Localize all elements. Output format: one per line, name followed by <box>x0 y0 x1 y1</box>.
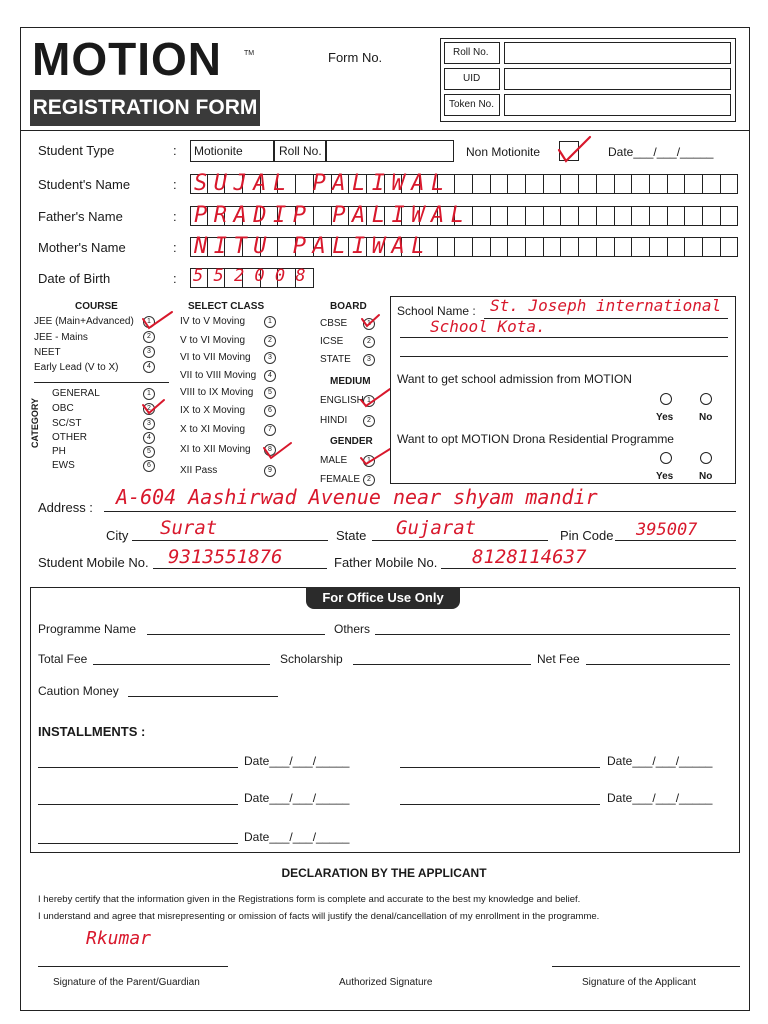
colon: : <box>173 271 177 286</box>
category-item: OBC <box>52 403 74 414</box>
city-label: City <box>106 528 129 543</box>
gender-heading: GENDER <box>330 436 373 447</box>
colon: : <box>173 143 177 158</box>
city-line <box>132 540 328 541</box>
class-item: VII to VIII Moving <box>180 370 257 381</box>
pin-code-label: Pin Code <box>560 528 614 543</box>
parent-signature-value: Rkumar <box>86 928 152 949</box>
uid-field[interactable] <box>504 68 731 90</box>
installment-date: Date___/___/_____ <box>244 830 350 844</box>
drona-yes-label: Yes <box>656 471 674 482</box>
class-option-4[interactable]: 4 <box>264 370 276 382</box>
installment-amount-line[interactable] <box>400 767 600 768</box>
student-type-date: Date___/___/_____ <box>608 145 714 159</box>
address-value: A-604 Aashirwad Avenue near shyam mandir <box>116 485 598 509</box>
net-fee-line[interactable] <box>586 664 730 665</box>
check-mark-icon <box>261 440 295 462</box>
category-option-3[interactable]: 3 <box>143 418 155 430</box>
parent-signature-label: Signature of the Parent/Guardian <box>53 977 200 988</box>
category-heading: CATEGORY <box>30 397 41 449</box>
authorized-signature-label: Authorized Signature <box>339 977 433 988</box>
others-label: Others <box>334 622 371 636</box>
category-item: SC/ST <box>52 418 82 429</box>
colon: : <box>173 209 177 224</box>
course-item: JEE - Mains <box>34 332 88 343</box>
board-option-1[interactable]: 1 <box>363 318 375 330</box>
scholarship-line[interactable] <box>353 664 531 665</box>
office-use-heading: For Office Use Only <box>306 587 460 609</box>
installment-date: Date___/___/_____ <box>607 754 713 768</box>
applicant-signature-label: Signature of the Applicant <box>582 977 696 988</box>
check-mark-icon <box>140 397 168 417</box>
total-fee-label: Total Fee <box>38 652 88 666</box>
class-item: VIII to IX Moving <box>180 387 254 398</box>
board-option-2[interactable]: 2 <box>363 336 375 348</box>
gender-item: MALE <box>320 455 348 466</box>
check-mark-icon <box>358 386 394 410</box>
class-option-6[interactable]: 6 <box>264 405 276 417</box>
pin-code-value: 395007 <box>636 520 698 540</box>
category-item: PH <box>52 446 66 457</box>
gender-option-1[interactable]: 1 <box>363 455 375 467</box>
class-option-1[interactable]: 1 <box>264 316 276 328</box>
header-divider <box>20 130 750 131</box>
class-option-7[interactable]: 7 <box>264 424 276 436</box>
medium-heading: MEDIUM <box>330 376 371 387</box>
office-use-panel <box>30 587 740 853</box>
mother-name-value: NITU PALIWAL <box>194 234 431 259</box>
colon: : <box>173 177 177 192</box>
colon: : <box>173 240 177 255</box>
class-item: XI to XII Moving <box>180 444 251 455</box>
drona-no-label: No <box>699 471 713 482</box>
medium-item: ENGLISH <box>320 395 364 406</box>
roll-no-field[interactable] <box>504 42 731 64</box>
class-item: IV to V Moving <box>180 316 246 327</box>
motionite-roll-label: Roll No. <box>279 144 322 158</box>
token-no-field[interactable] <box>504 94 731 116</box>
class-item: X to XI Moving <box>180 424 246 435</box>
class-item: XII Pass <box>180 465 218 476</box>
state-label: State <box>336 528 367 543</box>
select-class-heading: SELECT CLASS <box>188 301 265 312</box>
board-item: ICSE <box>320 336 344 347</box>
student-name-value: SUJAL PALIWAL <box>194 171 451 196</box>
form-no-label: Form No. <box>328 50 383 65</box>
parent-signature-line[interactable] <box>38 966 228 967</box>
trademark: TM <box>244 50 255 57</box>
student-type-label: Student Type <box>38 143 115 158</box>
class-option-8[interactable]: 8 <box>264 444 276 456</box>
admission-yes-label: Yes <box>656 412 674 423</box>
admission-yes-radio[interactable] <box>660 393 672 405</box>
board-item: CBSE <box>320 318 348 329</box>
class-option-9[interactable]: 9 <box>264 465 276 477</box>
mother-name-label: Mother's Name <box>38 240 126 255</box>
installment-date: Date___/___/_____ <box>244 791 350 805</box>
caution-money-line[interactable] <box>128 696 278 697</box>
check-mark-icon <box>140 309 176 331</box>
motionite-roll-field[interactable] <box>326 140 454 162</box>
caution-money-label: Caution Money <box>38 684 119 698</box>
dob-value: 5 5 2 0 0 8 <box>193 266 306 286</box>
course-option-4[interactable]: 4 <box>143 361 155 373</box>
category-option-1[interactable]: 1 <box>143 388 155 400</box>
net-fee-label: Net Fee <box>537 652 580 666</box>
course-item: Early Lead (V to X) <box>34 362 119 373</box>
drona-question: Want to opt MOTION Drona Residential Programme <box>397 432 674 446</box>
category-item: EWS <box>52 460 75 471</box>
dob-label: Date of Birth <box>38 271 111 286</box>
check-mark-icon <box>360 312 382 330</box>
course-option-1[interactable]: 1 <box>143 316 155 328</box>
declaration-line-2: I understand and agree that misrepresenting or omission of facts will justify the denal/cancellation of my enrollment in the programme. <box>38 911 600 922</box>
admission-no-label: No <box>699 412 713 423</box>
father-name-label: Father's Name <box>38 209 123 224</box>
installment-amount-line[interactable] <box>38 767 238 768</box>
student-mobile-value: 9313551876 <box>168 546 283 568</box>
class-option-3[interactable]: 3 <box>264 352 276 364</box>
class-item: V to VI Moving <box>180 335 246 346</box>
state-value: Gujarat <box>396 517 477 539</box>
class-option-5[interactable]: 5 <box>264 387 276 399</box>
father-mobile-label: Father Mobile No. <box>334 555 438 570</box>
state-line <box>372 540 548 541</box>
installment-amount-line[interactable] <box>400 804 600 805</box>
programme-name-line[interactable] <box>147 634 325 635</box>
total-fee-line[interactable] <box>93 664 270 665</box>
school-name-value-2: School Kota. <box>430 317 546 336</box>
course-item: JEE (Main+Advanced) <box>34 316 134 327</box>
installment-date: Date___/___/_____ <box>607 791 713 805</box>
category-item: OTHER <box>52 432 87 443</box>
address-line <box>104 511 736 512</box>
school-name-value: St. Joseph international <box>490 296 722 315</box>
installment-amount-line[interactable] <box>38 843 238 844</box>
course-heading: COURSE <box>75 301 118 312</box>
motion-logo: MOTION <box>32 33 222 85</box>
city-value: Surat <box>160 517 218 539</box>
admission-no-radio[interactable] <box>700 393 712 405</box>
class-item: IX to X Moving <box>180 405 246 416</box>
check-mark-icon <box>358 446 394 468</box>
uid-label: UID <box>463 73 481 84</box>
programme-name-label: Programme Name <box>38 622 137 636</box>
student-mobile-line <box>153 568 327 569</box>
student-name-label: Student's Name <box>38 177 131 192</box>
course-option-3[interactable]: 3 <box>143 346 155 358</box>
category-option-2[interactable]: 2 <box>143 403 155 415</box>
token-no-label: Token No. <box>449 99 495 110</box>
registration-form-title: REGISTRATION FORM <box>30 90 260 126</box>
class-item: VI to VII Moving <box>180 352 251 363</box>
installment-date: Date___/___/_____ <box>244 754 350 768</box>
motionite-label: Motionite <box>194 144 243 158</box>
father-name-value: PRADIP PALIWAL <box>194 203 471 228</box>
pin-code-line <box>615 540 736 541</box>
declaration-heading: DECLARATION BY THE APPLICANT <box>281 866 487 880</box>
medium-item: HINDI <box>320 415 348 426</box>
category-item: GENERAL <box>52 388 100 399</box>
declaration-line-1: I hereby certify that the information given in the Registrations form is complete and accurate to the best my knowledge and belief. <box>38 894 581 905</box>
non-motionite-label: Non Motionite <box>466 145 541 159</box>
course-option-2[interactable]: 2 <box>143 331 155 343</box>
installments-heading: INSTALLMENTS : <box>38 724 146 739</box>
category-option-5[interactable]: 5 <box>143 446 155 458</box>
gender-option-2[interactable]: 2 <box>363 474 375 486</box>
medium-option-1[interactable]: 1 <box>363 395 375 407</box>
course-item: NEET <box>34 347 61 358</box>
school-admission-question: Want to get school admission from MOTION <box>397 372 632 386</box>
board-heading: BOARD <box>330 301 367 312</box>
course-divider <box>34 382 169 383</box>
others-line[interactable] <box>375 634 730 635</box>
gender-item: FEMALE <box>320 474 361 485</box>
applicant-signature-line[interactable] <box>552 966 740 967</box>
father-mobile-line <box>441 568 736 569</box>
student-mobile-label: Student Mobile No. <box>38 555 149 570</box>
installment-amount-line[interactable] <box>38 804 238 805</box>
scholarship-label: Scholarship <box>280 652 343 666</box>
category-option-4[interactable]: 4 <box>143 432 155 444</box>
check-mark-icon <box>556 134 596 164</box>
address-label: Address : <box>38 500 93 515</box>
school-name-line-3 <box>400 356 728 357</box>
school-name-label: School Name : <box>397 304 476 318</box>
drona-yes-radio[interactable] <box>660 452 672 464</box>
class-option-2[interactable]: 2 <box>264 335 276 347</box>
roll-no-label: Roll No. <box>453 47 489 58</box>
category-option-6[interactable]: 6 <box>143 460 155 472</box>
school-name-line-2 <box>400 337 728 338</box>
board-option-3[interactable]: 3 <box>363 354 375 366</box>
father-mobile-value: 8128114637 <box>472 546 587 568</box>
drona-no-radio[interactable] <box>700 452 712 464</box>
board-item: STATE <box>320 354 351 365</box>
medium-option-2[interactable]: 2 <box>363 415 375 427</box>
